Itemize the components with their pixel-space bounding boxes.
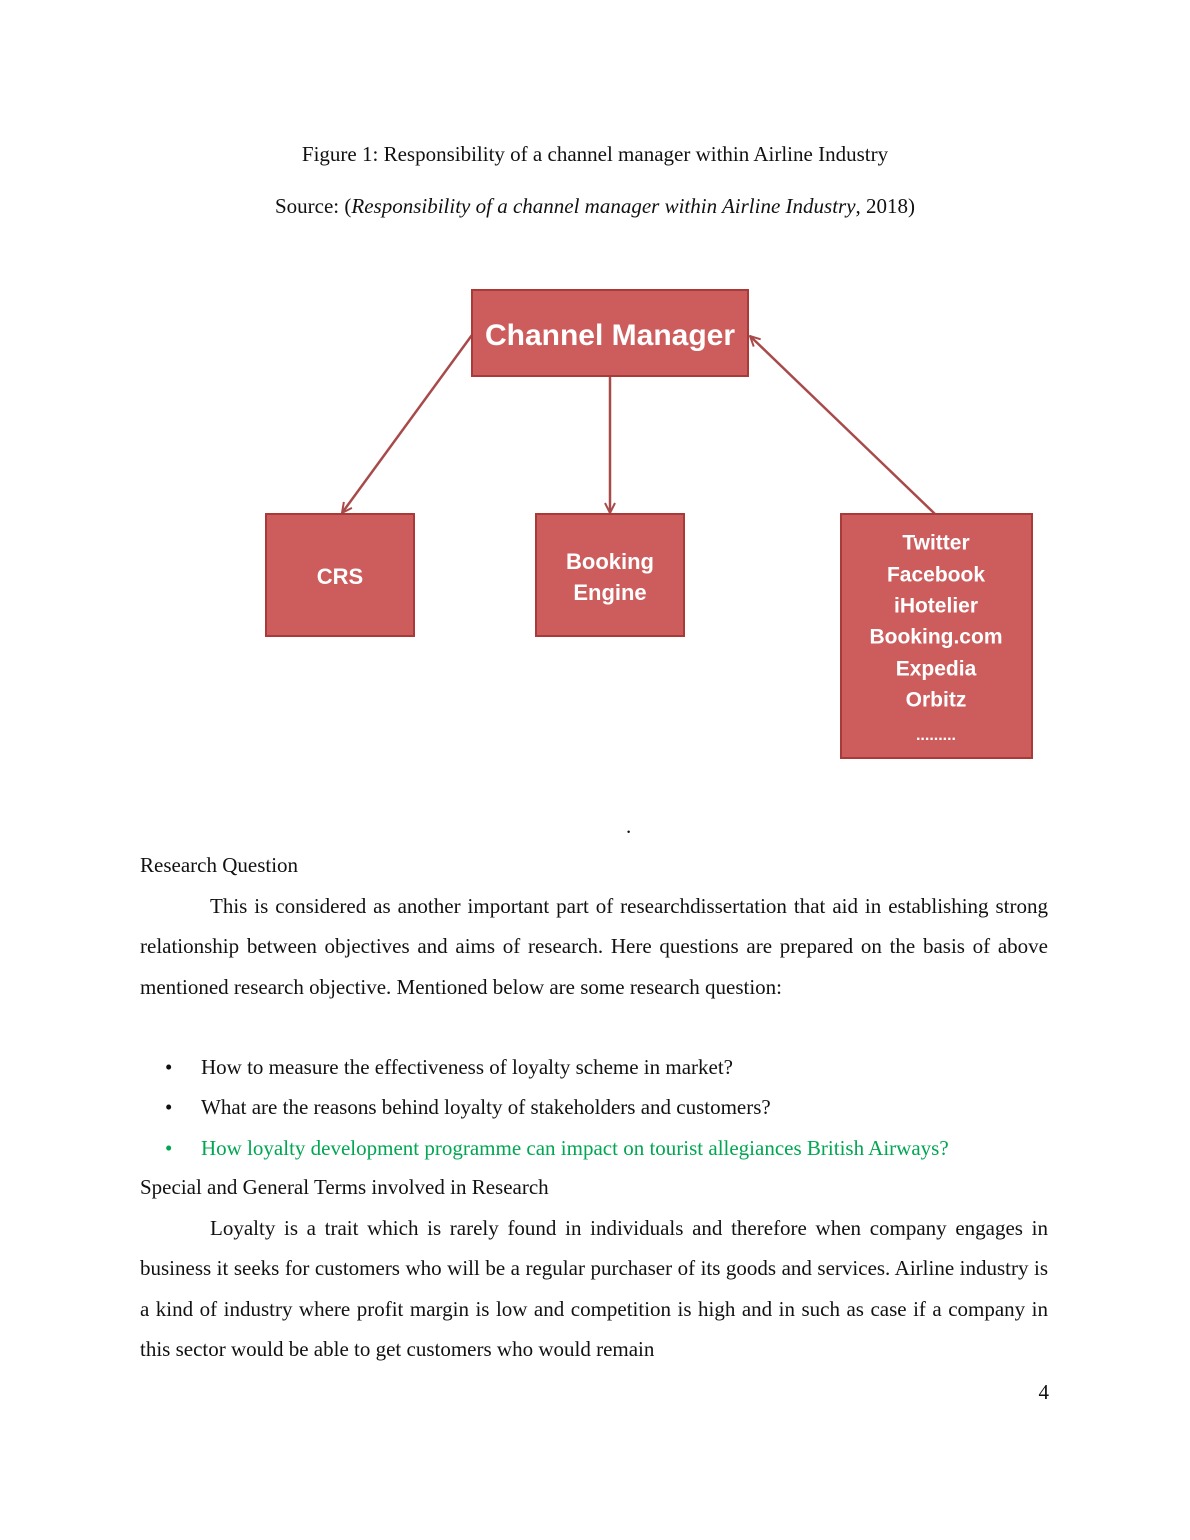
source-prefix: Source: (: [274, 194, 352, 218]
arrow-to-crs: [342, 335, 472, 513]
crs-label: CRS: [316, 563, 364, 589]
channel-ihotelier: iHotelier: [893, 594, 979, 618]
source-suffix: , 2018): [855, 194, 916, 218]
research-question-list: [140, 1047, 1048, 1168]
bullet-glyph: •: [165, 1135, 173, 1160]
channel-booking-com: Booking.com: [869, 625, 1003, 649]
channel-more: .........: [915, 727, 957, 745]
list-item: [140, 1047, 1048, 1087]
channel-manager-box: [472, 290, 748, 376]
research-question-heading: Research Question: [140, 853, 299, 877]
figure-caption: Figure 1: Responsibility of a channel manager within Airline Industry: [301, 142, 889, 166]
research-question-paragraph: This is considered as another important part of researchdissertation that aid in establishing strong relationship between objectives and aims of research. Here questions are prepared on the basis of above mentioned research objective. Mentioned below are some research question:: [140, 894, 1048, 999]
channel-twitter: Twitter: [902, 531, 970, 555]
channel-orbitz: Orbitz: [905, 688, 967, 712]
terms-paragraph: Loyalty is a trait which is rarely found in individuals and therefore when company engages in business it seeks for customers who will be a regular purchaser of its goods and services. Airline industry is a kind of industry where profit margin is low and competition is high and in such as case if a company in this sector would be able to get customers who would remain: [140, 1216, 1048, 1361]
channel-manager-label: Channel Manager: [484, 318, 736, 352]
terms-heading: Special and General Terms involved in Research: [140, 1175, 549, 1199]
list-item-text: What are the reasons behind loyalty of stakeholders and customers?: [201, 1095, 771, 1120]
list-item-highlighted: [140, 1128, 1048, 1168]
channel-facebook: Facebook: [886, 563, 986, 587]
list-item: [140, 1087, 1048, 1127]
booking-engine-label-line1: Booking: [566, 548, 654, 574]
booking-engine-box: [536, 514, 684, 636]
channels-box: [841, 514, 1032, 758]
channel-expedia: Expedia: [895, 657, 977, 681]
figure-source: [0, 193, 1190, 219]
bullet-glyph: •: [165, 1055, 173, 1079]
arrow-to-channels: [750, 336, 935, 514]
list-item-text: How loyalty development programme can impact on tourist allegiances British Airways?: [201, 1135, 949, 1160]
crs-box: [266, 514, 414, 636]
bullet-glyph: •: [165, 1095, 173, 1120]
list-item-text: How to measure the effectiveness of loyalty scheme in market?: [201, 1055, 734, 1079]
page-number: 4: [1038, 1380, 1049, 1404]
source-title: Responsibility of a channel manager within Airline Industry: [351, 194, 856, 218]
separator-dot: .: [626, 814, 632, 838]
channel-manager-diagram: [240, 270, 1060, 790]
booking-engine-label-line2: Engine: [573, 579, 647, 605]
